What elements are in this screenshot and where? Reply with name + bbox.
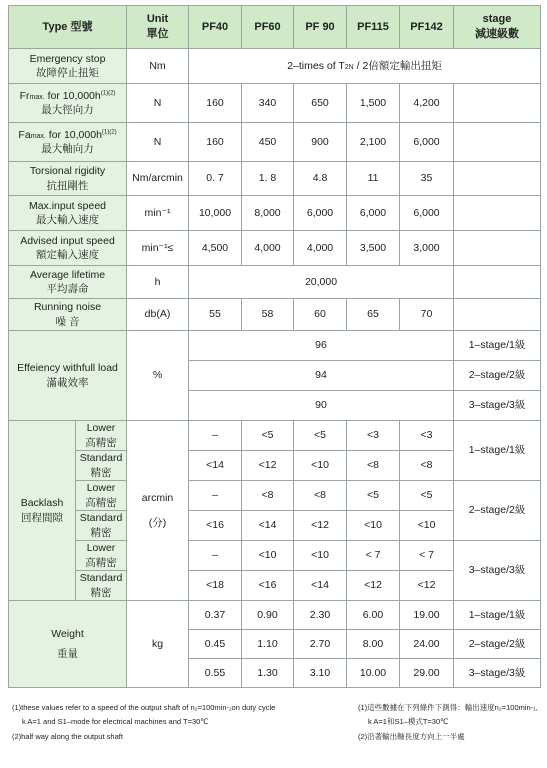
value-cell: 0.55: [189, 659, 242, 688]
value-cell: 2–times of T2N / 2倍額定輸出扭矩: [189, 49, 541, 84]
value-cell: 900: [294, 123, 347, 162]
stage-cell: 2–stage/2級: [454, 630, 541, 659]
max-speed-row: [9, 196, 541, 231]
value-cell: 24.00: [400, 630, 454, 659]
header-row: [9, 6, 541, 49]
footnote: (1)這些數據在下列條件下測得：輸出速度n₂=100min-₁,: [358, 703, 538, 712]
footnotes-en: [12, 701, 275, 744]
value-cell: <10: [242, 541, 294, 571]
value-cell: <14: [294, 571, 347, 601]
value-cell: <18: [189, 571, 242, 601]
stage-cell: 1–stage/1級: [454, 601, 541, 630]
value-cell: 450: [242, 123, 294, 162]
value-cell: 4,200: [400, 84, 454, 123]
noise-row: [9, 299, 541, 331]
value-cell: 3,000: [400, 231, 454, 266]
stage-cell: 3–stage/3級: [454, 659, 541, 688]
value-cell: 11: [347, 162, 400, 196]
value-cell: 3,500: [347, 231, 400, 266]
model-header: PF40: [189, 6, 242, 49]
value-cell: 90: [189, 391, 454, 421]
unit-header: Unit 單位: [127, 6, 189, 49]
unit-cell: kg: [127, 601, 189, 688]
unit-cell: db(A): [127, 299, 189, 331]
value-cell: <10: [294, 541, 347, 571]
value-cell: 0.45: [189, 630, 242, 659]
value-cell: 0.37: [189, 601, 242, 630]
value-cell: <12: [242, 451, 294, 481]
value-cell: <12: [347, 571, 400, 601]
unit-cell: min⁻¹: [127, 196, 189, 231]
stage-cell: 1–stage/1級: [454, 331, 541, 361]
fr-row: [9, 84, 541, 123]
value-cell: 0.90: [242, 601, 294, 630]
stage-cell: 3–stage/3級: [454, 391, 541, 421]
lifetime-row: [9, 266, 541, 299]
backlash-row: [9, 421, 541, 451]
value-cell: 55: [189, 299, 242, 331]
value-cell: <12: [400, 571, 454, 601]
value-cell: 65: [347, 299, 400, 331]
value-cell: 340: [242, 84, 294, 123]
weight-row: [9, 601, 541, 630]
value-cell: <10: [294, 451, 347, 481]
fa-row: [9, 123, 541, 162]
value-cell: 2.70: [294, 630, 347, 659]
value-cell: 160: [189, 84, 242, 123]
value-cell: 1. 8: [242, 162, 294, 196]
row-label: Backlash 回程間隙: [9, 421, 76, 601]
unit-cell: min⁻¹≤: [127, 231, 189, 266]
value-cell: 58: [242, 299, 294, 331]
torsional-row: [9, 162, 541, 196]
value-cell: 19.00: [400, 601, 454, 630]
unit-cell: %: [127, 331, 189, 421]
value-cell: <14: [242, 511, 294, 541]
row-label: Average lifetime 平均壽命: [9, 266, 127, 299]
value-cell: 10,000: [189, 196, 242, 231]
stage-header: stage 減速級數: [454, 6, 541, 49]
value-cell: 4,500: [189, 231, 242, 266]
value-cell: 0. 7: [189, 162, 242, 196]
value-cell: 29.00: [400, 659, 454, 688]
value-cell: <8: [347, 451, 400, 481]
stage-cell: 2–stage/2級: [454, 481, 541, 541]
footnote: (1)these values refer to a speed of the output shaft of n₂=100min-₁on duty cycle: [12, 703, 276, 712]
unit-cell: Nm: [127, 49, 189, 84]
value-cell: 1,500: [347, 84, 400, 123]
precision-label: Lower 高精密: [76, 481, 127, 511]
row-label: Frmax. for $10,000h^{(1)(2)}$ 最大徑向力: [9, 84, 127, 123]
footnote: k A=1和S1–模式T=30℃: [368, 717, 449, 727]
value-cell: <10: [347, 511, 400, 541]
efficiency-row: [9, 331, 541, 361]
unit-cell: arcmin (分): [127, 421, 189, 601]
value-cell: 4,000: [294, 231, 347, 266]
value-cell: 8,000: [242, 196, 294, 231]
value-cell: 4.8: [294, 162, 347, 196]
value-cell: 160: [189, 123, 242, 162]
value-cell: 60: [294, 299, 347, 331]
unit-cell: N: [127, 123, 189, 162]
value-cell: <8: [294, 481, 347, 511]
row-label: Torsional rigidity 抗扭剛性: [9, 162, 127, 196]
value-cell: <5: [400, 481, 454, 511]
precision-label: Lower 高精密: [76, 541, 127, 571]
value-cell: <8: [400, 451, 454, 481]
value-cell: 8.00: [347, 630, 400, 659]
value-cell: 2,100: [347, 123, 400, 162]
row-label: Effeiency withfull load 滿載效率: [9, 331, 127, 421]
model-header: PF 90: [294, 6, 347, 49]
value-cell: 10.00: [347, 659, 400, 688]
value-cell: 96: [189, 331, 454, 361]
footnote: k A=1 and S1–mode for electrical machines and T=30℃: [22, 717, 209, 727]
value-cell: <5: [242, 421, 294, 451]
value-cell: < 7: [400, 541, 454, 571]
value-cell: –: [189, 541, 242, 571]
value-cell: –: [189, 481, 242, 511]
value-cell: 4,000: [242, 231, 294, 266]
value-cell: 1.10: [242, 630, 294, 659]
value-cell: < 7: [347, 541, 400, 571]
value-cell: 3.10: [294, 659, 347, 688]
footnote: (2)half way along the output shaft: [12, 731, 123, 741]
value-cell: <10: [400, 511, 454, 541]
unit-cell: Nm/arcmin: [127, 162, 189, 196]
value-cell: 1.30: [242, 659, 294, 688]
value-cell: <16: [189, 511, 242, 541]
model-header: PF60: [242, 6, 294, 49]
value-cell: 6.00: [347, 601, 400, 630]
row-label: Running noise 噪 音: [9, 299, 127, 331]
precision-label: Standard 精密: [76, 571, 127, 601]
row-label: Max.input speed 最大輸入速度: [9, 196, 127, 231]
value-cell: 650: [294, 84, 347, 123]
adv-speed-row: [9, 231, 541, 266]
value-cell: <5: [347, 481, 400, 511]
stage-cell: 3–stage/3級: [454, 541, 541, 601]
precision-label: Lower 高精密: [76, 421, 127, 451]
spec-table: [8, 5, 541, 688]
value-cell: 2.30: [294, 601, 347, 630]
value-cell: 6,000: [400, 196, 454, 231]
model-header: PF115: [347, 6, 400, 49]
value-cell: <12: [294, 511, 347, 541]
value-cell: <3: [347, 421, 400, 451]
backlash-row: [9, 481, 541, 511]
value-cell: 94: [189, 361, 454, 391]
value-cell: 6,000: [347, 196, 400, 231]
value-cell: <16: [242, 571, 294, 601]
unit-cell: h: [127, 266, 189, 299]
emergency-row: [9, 49, 541, 84]
backlash-row: [9, 541, 541, 571]
row-label: Advised input speed 額定輸入速度: [9, 231, 127, 266]
model-header: PF142: [400, 6, 454, 49]
stage-cell: 1–stage/1級: [454, 421, 541, 481]
row-label: Famax. for $10,000h^{(1)(2)}$ 最大軸向力: [9, 123, 127, 162]
type-header: Type 型號: [9, 6, 127, 49]
footnote: (2)沿著輸出軸長度方向上一半處: [358, 731, 465, 741]
precision-label: Standard 精密: [76, 451, 127, 481]
unit-cell: N: [127, 84, 189, 123]
value-cell: 6,000: [400, 123, 454, 162]
value-cell: 20,000: [189, 266, 454, 299]
stage-cell: 2–stage/2級: [454, 361, 541, 391]
row-label: Emergency stop 故障停止扭矩: [9, 49, 127, 84]
footnotes-zh: [358, 701, 538, 744]
value-cell: <14: [189, 451, 242, 481]
row-label: Weight 重量: [9, 601, 127, 688]
precision-label: Standard 精密: [76, 511, 127, 541]
value-cell: <5: [294, 421, 347, 451]
value-cell: 35: [400, 162, 454, 196]
value-cell: <3: [400, 421, 454, 451]
value-cell: 70: [400, 299, 454, 331]
value-cell: 6,000: [294, 196, 347, 231]
value-cell: –: [189, 421, 242, 451]
value-cell: <8: [242, 481, 294, 511]
